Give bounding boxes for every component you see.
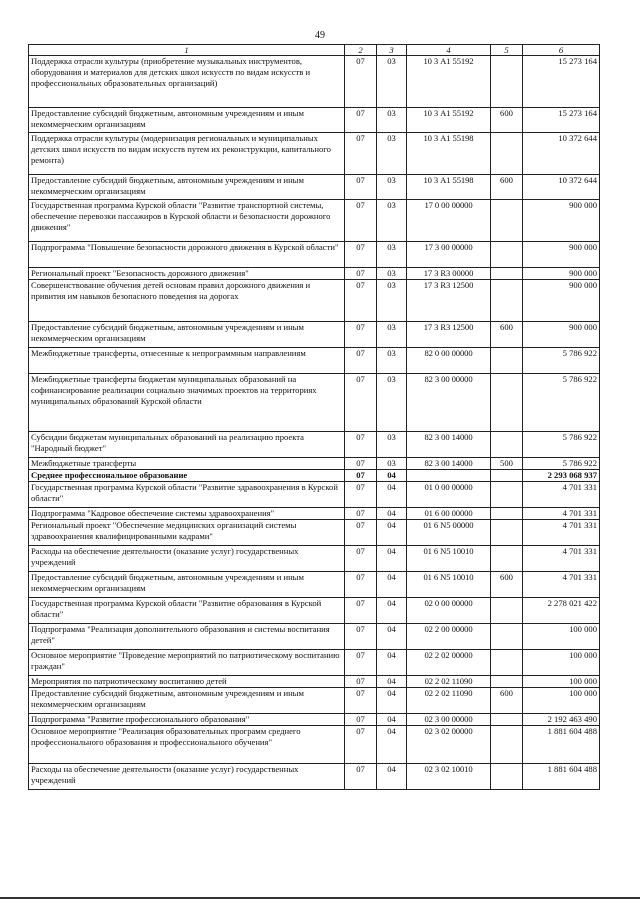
table-row [29, 56, 600, 108]
cell-sum: 15 273 164 [523, 56, 600, 108]
cell-expense-type [491, 520, 523, 546]
cell-sum: 4 701 331 [523, 546, 600, 572]
cell-name: Расходы на обеспечение деятельности (оказание услуг) государственных учреждений [29, 546, 345, 572]
cell-expense-type [491, 432, 523, 458]
table-row [29, 676, 600, 688]
cell-name: Среднее профессиональное образование [29, 470, 345, 482]
cell-section: 07 [345, 268, 377, 280]
cell-target-code: 10 3 А1 55198 [407, 133, 491, 175]
cell-section: 07 [345, 242, 377, 268]
cell-sum: 900 000 [523, 268, 600, 280]
cell-subsection: 04 [377, 764, 407, 790]
cell-sum: 5 786 922 [523, 374, 600, 432]
header-sum: 6 [523, 45, 600, 56]
cell-subsection: 04 [377, 572, 407, 598]
cell-name: Предоставление субсидий бюджетным, автономным учреждениям и иным некоммерческим организациям [29, 108, 345, 133]
cell-expense-type [491, 714, 523, 726]
cell-target-code: 02 0 00 00000 [407, 598, 491, 624]
cell-section: 07 [345, 726, 377, 764]
cell-subsection: 04 [377, 676, 407, 688]
table-row [29, 546, 600, 572]
cell-target-code: 01 6 00 00000 [407, 508, 491, 520]
cell-expense-type [491, 374, 523, 432]
cell-section: 07 [345, 133, 377, 175]
cell-expense-type: 500 [491, 458, 523, 470]
cell-section: 07 [345, 688, 377, 714]
table-row [29, 175, 600, 200]
table-row [29, 374, 600, 432]
cell-target-code: 17 3 00 00000 [407, 242, 491, 268]
table-row [29, 242, 600, 268]
cell-expense-type [491, 624, 523, 650]
cell-section: 07 [345, 56, 377, 108]
cell-section: 07 [345, 470, 377, 482]
cell-sum: 4 701 331 [523, 520, 600, 546]
cell-target-code: 02 2 02 11090 [407, 688, 491, 714]
cell-name: Государственная программа Курской области "Развитие здравоохранения в Курской области" [29, 482, 345, 508]
cell-expense-type [491, 726, 523, 764]
cell-section: 07 [345, 624, 377, 650]
cell-sum: 100 000 [523, 676, 600, 688]
cell-subsection: 03 [377, 348, 407, 374]
cell-expense-type [491, 348, 523, 374]
cell-name: Государственная программа Курской области "Развитие транспортной системы, обеспечение перевозки пассажиров в Курской области и безопасности дорожного движения" [29, 200, 345, 242]
cell-target-code: 01 0 00 00000 [407, 482, 491, 508]
cell-sum: 2 192 463 490 [523, 714, 600, 726]
cell-section: 07 [345, 374, 377, 432]
cell-target-code: 10 3 А1 55192 [407, 108, 491, 133]
cell-sum: 2 293 068 937 [523, 470, 600, 482]
cell-subsection: 03 [377, 432, 407, 458]
budget-table-body [29, 56, 600, 790]
cell-target-code: 02 2 02 11090 [407, 676, 491, 688]
cell-expense-type [491, 280, 523, 322]
bottom-rule [0, 897, 640, 899]
cell-subsection: 04 [377, 546, 407, 572]
cell-name: Региональный проект "Обеспечение медицинских организаций системы здравоохранения квалифицированными кадрами" [29, 520, 345, 546]
cell-name: Подпрограмма "Реализация дополнительного образования и системы воспитания детей" [29, 624, 345, 650]
table-row [29, 572, 600, 598]
cell-expense-type: 600 [491, 688, 523, 714]
cell-expense-type [491, 56, 523, 108]
page-number: 49 [315, 30, 325, 41]
cell-section: 07 [345, 108, 377, 133]
cell-target-code: 02 3 00 00000 [407, 714, 491, 726]
cell-expense-type: 600 [491, 322, 523, 348]
cell-name: Межбюджетные трансферты [29, 458, 345, 470]
cell-expense-type [491, 482, 523, 508]
cell-target-code: 17 0 00 00000 [407, 200, 491, 242]
cell-name: Предоставление субсидий бюджетным, автономным учреждениям и иным некоммерческим организациям [29, 322, 345, 348]
table-row [29, 133, 600, 175]
cell-section: 07 [345, 520, 377, 546]
cell-name: Мероприятия по патриотическому воспитанию детей [29, 676, 345, 688]
table-row [29, 268, 600, 280]
header-section: 2 [345, 45, 377, 56]
cell-section: 07 [345, 572, 377, 598]
cell-subsection: 04 [377, 624, 407, 650]
cell-sum: 100 000 [523, 650, 600, 676]
table-row [29, 688, 600, 714]
cell-sum: 4 701 331 [523, 482, 600, 508]
cell-target-code: 02 2 02 00000 [407, 650, 491, 676]
cell-name: Государственная программа Курской области "Развитие образования в Курской области" [29, 598, 345, 624]
header-name: 1 [29, 45, 345, 56]
table-row [29, 432, 600, 458]
cell-section: 07 [345, 650, 377, 676]
cell-subsection: 04 [377, 508, 407, 520]
table-row [29, 280, 600, 322]
cell-expense-type [491, 470, 523, 482]
cell-expense-type: 600 [491, 175, 523, 200]
cell-section: 07 [345, 508, 377, 520]
cell-name: Поддержка отрасли культуры (модернизация региональных и муниципальных детских школ искусств по видам искусств путем их реконструкции, капитального ремонта) [29, 133, 345, 175]
cell-target-code: 02 2 00 00000 [407, 624, 491, 650]
cell-subsection: 03 [377, 175, 407, 200]
cell-target-code: 10 3 А1 55198 [407, 175, 491, 200]
cell-sum: 900 000 [523, 280, 600, 322]
cell-target-code: 17 3 R3 12500 [407, 280, 491, 322]
cell-sum: 5 786 922 [523, 432, 600, 458]
cell-target-code [407, 470, 491, 482]
cell-name: Основное мероприятие "Реализация образовательных программ среднего профессионального образования и профессионального обучения" [29, 726, 345, 764]
cell-sum: 100 000 [523, 688, 600, 714]
cell-subsection: 03 [377, 200, 407, 242]
cell-sum: 100 000 [523, 624, 600, 650]
cell-subsection: 03 [377, 280, 407, 322]
cell-subsection: 04 [377, 688, 407, 714]
cell-expense-type: 600 [491, 108, 523, 133]
cell-subsection: 04 [377, 726, 407, 764]
table-row [29, 598, 600, 624]
cell-sum: 1 881 604 488 [523, 726, 600, 764]
table-row [29, 650, 600, 676]
cell-target-code: 82 3 00 14000 [407, 432, 491, 458]
cell-subsection: 03 [377, 268, 407, 280]
table-row [29, 764, 600, 790]
cell-section: 07 [345, 714, 377, 726]
cell-target-code: 82 3 00 00000 [407, 374, 491, 432]
cell-sum: 4 701 331 [523, 572, 600, 598]
cell-sum: 900 000 [523, 200, 600, 242]
cell-expense-type [491, 268, 523, 280]
cell-expense-type [491, 200, 523, 242]
cell-sum: 10 372 644 [523, 175, 600, 200]
cell-subsection: 03 [377, 133, 407, 175]
cell-subsection: 03 [377, 374, 407, 432]
cell-subsection: 04 [377, 650, 407, 676]
cell-sum: 10 372 644 [523, 133, 600, 175]
cell-section: 07 [345, 482, 377, 508]
cell-name: Предоставление субсидий бюджетным, автономным учреждениям и иным некоммерческим организациям [29, 688, 345, 714]
cell-target-code: 82 0 00 00000 [407, 348, 491, 374]
cell-sum: 2 278 021 422 [523, 598, 600, 624]
cell-section: 07 [345, 175, 377, 200]
cell-subsection: 03 [377, 56, 407, 108]
cell-expense-type [491, 650, 523, 676]
cell-subsection: 03 [377, 458, 407, 470]
cell-sum: 900 000 [523, 322, 600, 348]
table-row [29, 482, 600, 508]
cell-section: 07 [345, 598, 377, 624]
cell-expense-type [491, 242, 523, 268]
cell-section: 07 [345, 280, 377, 322]
table-row [29, 726, 600, 764]
table-row [29, 348, 600, 374]
table-row [29, 520, 600, 546]
cell-section: 07 [345, 546, 377, 572]
cell-target-code: 82 3 00 14000 [407, 458, 491, 470]
cell-expense-type [491, 764, 523, 790]
cell-sum: 1 881 604 488 [523, 764, 600, 790]
header-subsection: 3 [377, 45, 407, 56]
header-target-code: 4 [407, 45, 491, 56]
cell-expense-type [491, 676, 523, 688]
cell-name: Основное мероприятие "Проведение мероприятий по патриотическому воспитанию граждан" [29, 650, 345, 676]
cell-target-code: 01 6 N5 10010 [407, 572, 491, 598]
cell-section: 07 [345, 322, 377, 348]
table-row [29, 470, 600, 482]
cell-subsection: 03 [377, 322, 407, 348]
cell-subsection: 04 [377, 714, 407, 726]
cell-subsection: 04 [377, 520, 407, 546]
cell-target-code: 01 6 N5 00000 [407, 520, 491, 546]
cell-target-code: 17 3 R3 00000 [407, 268, 491, 280]
cell-name: Расходы на обеспечение деятельности (оказание услуг) государственных учреждений [29, 764, 345, 790]
cell-sum: 4 701 331 [523, 508, 600, 520]
cell-name: Подпрограмма "Кадровое обеспечение системы здравоохранения" [29, 508, 345, 520]
table-row [29, 624, 600, 650]
cell-name: Совершенствование обучения детей основам правил дорожного движения и привития им навыков безопасного поведения на дорогах [29, 280, 345, 322]
table-row [29, 458, 600, 470]
cell-sum: 15 273 164 [523, 108, 600, 133]
header-row [29, 45, 600, 56]
cell-expense-type: 600 [491, 572, 523, 598]
cell-expense-type [491, 133, 523, 175]
cell-subsection: 04 [377, 470, 407, 482]
cell-name: Предоставление субсидий бюджетным, автономным учреждениям и иным некоммерческим организациям [29, 175, 345, 200]
table-row [29, 200, 600, 242]
cell-name: Поддержка отрасли культуры (приобретение музыкальных инструментов, оборудования и материалов для детских школ искусств по видам искусств и профессиональных образовательных организаций) [29, 56, 345, 108]
cell-name: Межбюджетные трансферты бюджетам муниципальных образований на софинансирование реализации социально значимых проектов на территориях муниципальных образований Курской области [29, 374, 345, 432]
cell-name: Субсидии бюджетам муниципальных образований на реализацию проекта "Народный бюджет" [29, 432, 345, 458]
cell-section: 07 [345, 200, 377, 242]
cell-expense-type [491, 598, 523, 624]
cell-sum: 900 000 [523, 242, 600, 268]
cell-sum: 5 786 922 [523, 458, 600, 470]
cell-target-code: 02 3 02 10010 [407, 764, 491, 790]
table-row [29, 714, 600, 726]
cell-name: Подпрограмма "Развитие профессионального образования" [29, 714, 345, 726]
cell-target-code: 02 3 02 00000 [407, 726, 491, 764]
table-row [29, 508, 600, 520]
cell-section: 07 [345, 432, 377, 458]
table-row [29, 322, 600, 348]
cell-section: 07 [345, 458, 377, 470]
cell-target-code: 01 6 N5 10010 [407, 546, 491, 572]
cell-section: 07 [345, 764, 377, 790]
cell-subsection: 03 [377, 242, 407, 268]
cell-expense-type [491, 546, 523, 572]
cell-section: 07 [345, 676, 377, 688]
cell-sum: 5 786 922 [523, 348, 600, 374]
cell-target-code: 17 3 R3 12500 [407, 322, 491, 348]
cell-expense-type [491, 508, 523, 520]
cell-name: Межбюджетные трансферты, отнесенные к непрограммным направлениям [29, 348, 345, 374]
cell-subsection: 04 [377, 482, 407, 508]
cell-name: Региональный проект "Безопасность дорожного движения" [29, 268, 345, 280]
table-row [29, 108, 600, 133]
cell-section: 07 [345, 348, 377, 374]
cell-name: Предоставление субсидий бюджетным, автономным учреждениям и иным некоммерческим организациям [29, 572, 345, 598]
budget-table [28, 44, 600, 790]
cell-subsection: 03 [377, 108, 407, 133]
header-expense-type: 5 [491, 45, 523, 56]
cell-target-code: 10 3 А1 55192 [407, 56, 491, 108]
cell-subsection: 04 [377, 598, 407, 624]
cell-name: Подпрограмма "Повышение безопасности дорожного движения в Курской области" [29, 242, 345, 268]
